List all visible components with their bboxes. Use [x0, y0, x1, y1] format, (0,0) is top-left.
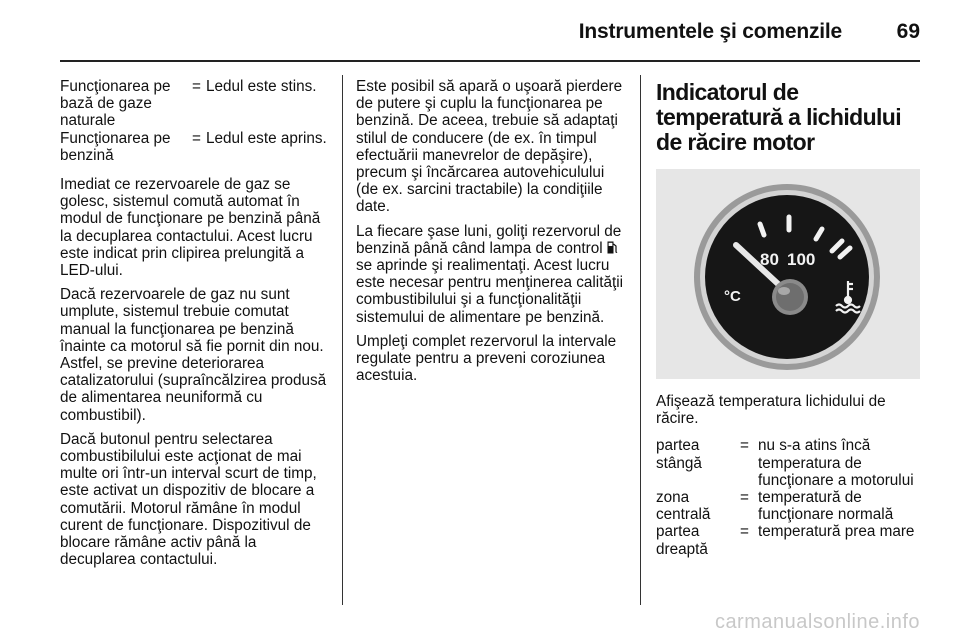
table-desc: Ledul este stins.	[206, 78, 317, 95]
paragraph-part: La fiecare şase luni, goliţi rezervorul de benzină până când lampa de control	[356, 222, 622, 257]
paragraph: Este posibil să apară o uşoară pierdere de putere şi cuplu la funcţionarea pe benzină. De aceea, trebuie să adaptaţi stilul de conducere (de ex. în timpul efectuării manevrelor de depăşire), precum şi încărcarea autovehiculului (de ex. sarcini tractabile) la condiţiile date.	[356, 78, 623, 216]
page-number: 69	[896, 20, 920, 43]
table-desc: temperatură prea mare	[758, 523, 915, 541]
paragraph: Umpleţi complet rezervorul la intervale regulate pentru a preveni coroziunea acestuia.	[356, 332, 617, 385]
column-1	[60, 78, 332, 575]
column-divider-2	[640, 75, 641, 605]
gauge-label-100: 100	[787, 250, 816, 269]
table-term: Funcţionarea pe benzină	[60, 129, 171, 164]
gauge-zone-table	[656, 437, 924, 557]
table-equals: =	[192, 78, 201, 95]
table-desc: nu s-a atins încă temperatura de funcţionare a motorului	[758, 437, 914, 489]
coolant-gauge-illustration	[656, 169, 920, 379]
table-equals: =	[740, 523, 749, 541]
table-equals: =	[192, 129, 201, 147]
intro-text: Afişează temperatura lichidului de răcire.	[656, 393, 886, 428]
table-desc: Ledul este aprins.	[206, 129, 327, 147]
table-term: zona centrală	[656, 489, 711, 524]
gauge-label-80: 80	[760, 250, 779, 269]
watermark: carmanualsonline.info	[714, 611, 920, 633]
column-2	[356, 78, 626, 391]
paragraph: Dacă butonul pentru selectarea combustibilului este acţionat de mai multe ori într-un interval scurt de timp, este activat un dispozitiv de blocare a comutării. Motorul rămâne în modul curent de funcţionare. Dispozitivul de blocare rămâne activ până la decuplarea contactului.	[60, 430, 317, 569]
table-equals: =	[740, 437, 749, 455]
paragraph	[356, 223, 626, 326]
gauge-unit-label: °C	[724, 288, 741, 305]
fuel-mode-table	[60, 78, 332, 164]
paragraph: Dacă rezervoarele de gaz nu sunt umplute, sistemul trebuie comutat manual la funcţionarea pe benzină înainte ca motorul să fie pornit din nou. Astfel, se previne deteriorarea catalizatorului (supraîncălzirea produsă de alimentarea neuniformă cu combustibil).	[60, 286, 327, 424]
column-divider-1	[342, 75, 343, 605]
header-divider	[60, 60, 920, 62]
spacer	[60, 164, 332, 176]
paragraph: Imediat ce rezervoarele de gaz se golesc, sistemul comută automat în modul de funcţionare pe benzină până la decuplarea contactului. Acest lucru este indicat prin clipirea prelungită a LED-ului.	[60, 176, 321, 280]
table-term: Funcţionarea pe bază de gaze naturale	[60, 78, 171, 130]
column-3	[656, 80, 924, 558]
table-term: partea dreaptă	[656, 523, 708, 558]
table-term: partea stângă	[656, 437, 702, 472]
table-desc: temperatură de funcţionare normală	[758, 489, 894, 524]
table-equals: =	[740, 489, 749, 507]
section-title: Indicatorul de temperatură a lichidului de răcire motor	[656, 79, 902, 155]
page-header-title: Instrumentele şi comenzile	[578, 20, 842, 43]
paragraph-part: se aprinde şi realimentaţi. Acest lucru este necesar pentru menţinerea calităţii combustibilului şi a funcţionalităţii sistemului de alimentare pe benzină.	[356, 257, 623, 326]
fuel-pump-icon	[607, 240, 618, 257]
